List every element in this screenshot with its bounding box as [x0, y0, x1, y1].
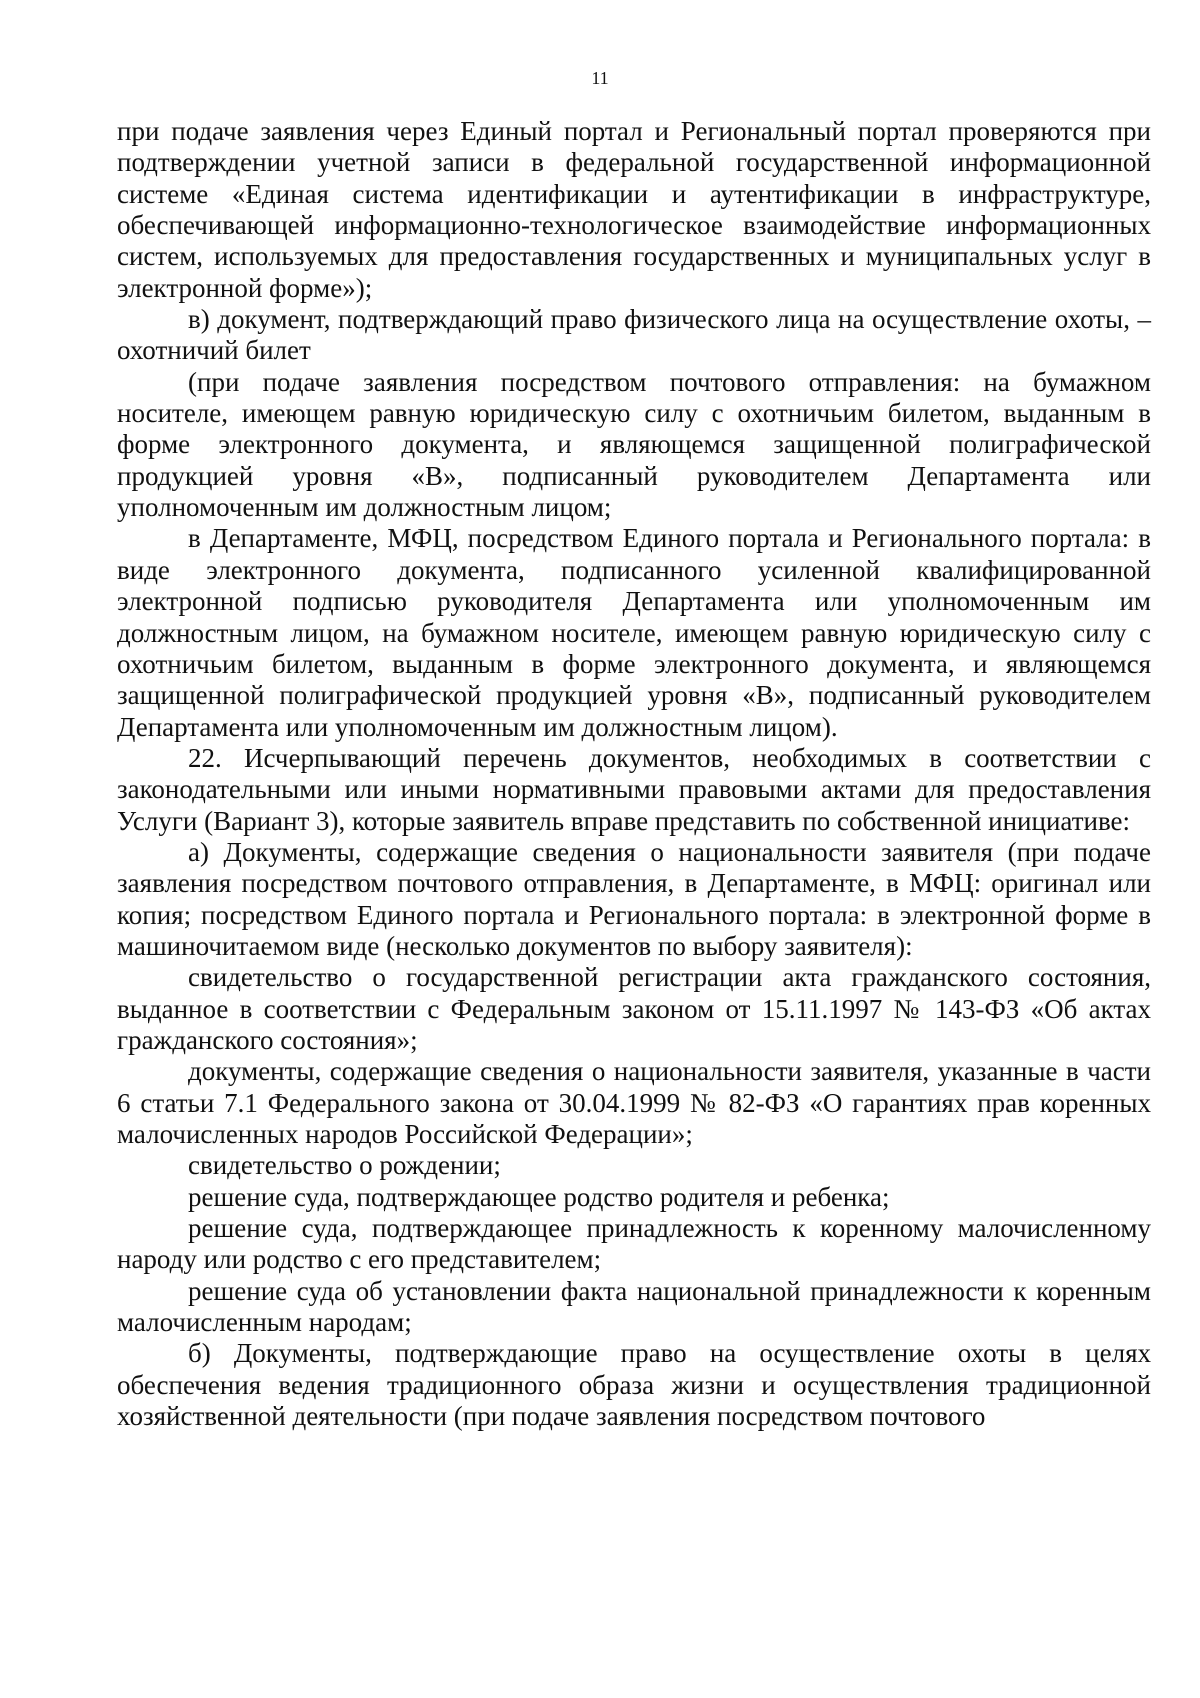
paragraph-portal-verification: при подаче заявления через Единый портал и Региональный портал проверяются при подтверждении учетной записи в федеральной государственной информационной системе «Единая система идентификации и аутентификации в инфраструктуре, обеспечивающей информационно-технологическое взаимодействие информационных систем, используемых для предоставления государственных и муниципальных услуг в электронной форме»);: [117, 116, 1151, 303]
paragraph-department-mfc-submission: в Департаменте, МФЦ, посредством Единого портала и Регионального портала: в виде электронного документа, подписанного усиленной квалифицированной электронной подписью руководителя Департамента или уполномоченным им должностным лицом, на бумажном носителе, имеющем равную юридическую силу с охотничьим билетом, выданным в форме электронного документа, и являющемся защищенной полиграфической продукцией уровня «В», подписанный руководителем Департамента или уполномоченным им должностным лицом).: [117, 523, 1151, 742]
list-item-court-decision-affiliation: решение суда, подтверждающее принадлежность к коренному малочисленному народу или родство с его представителем;: [117, 1213, 1151, 1275]
paragraph-item-22: 22. Исчерпывающий перечень документов, необходимых в соответствии с законодательными или иными нормативными правовыми актами для предоставления Услуги (Вариант 3), которые заявитель вправе представить по собственной инициативе:: [117, 742, 1151, 836]
paragraph-nationality-documents: а) Документы, содержащие сведения о национальности заявителя (при подаче заявления посредством почтового отправления, в Департаменте, в МФЦ: оригинал или копия; посредством Единого портала и Регионального портала: в электронной форме в машиночитаемом виде (несколько документов по выбору заявителя):: [117, 836, 1151, 961]
list-item-nationality-info-documents: документы, содержащие сведения о национальности заявителя, указанные в части 6 статьи 7.1 Федерального закона от 30.04.1999 № 82-ФЗ «О гарантиях прав коренных малочисленных народов Российской Федерации»;: [117, 1056, 1151, 1149]
paragraph-postal-submission: (при подаче заявления посредством почтового отправления: на бумажном носителе, имеющем равную юридическую силу с охотничьим билетом, выданным в форме электронного документа, и являющемся защищенной полиграфической продукцией уровня «В», подписанный руководителем Департамента или уполномоченным им должностным лицом;: [117, 366, 1151, 523]
page-number: 11: [591, 68, 609, 88]
paragraph-hunting-right-documents: б) Документы, подтверждающие право на осуществление охоты в целях обеспечения ведения традиционного образа жизни и осуществления традиционной хозяйственной деятельности (при подаче заявления посредством почтового: [117, 1338, 1151, 1432]
list-item-court-decision-nationality: решение суда об установлении факта национальной принадлежности к коренным малочисленным народам;: [117, 1275, 1151, 1338]
list-item-civil-status-certificate: свидетельство о государственной регистрации акта гражданского состояния, выданное в соответствии с Федеральным законом от 15.11.1997 № 143-ФЗ «Об актах гражданского состояния»;: [117, 962, 1151, 1055]
paragraph-hunting-license: в) документ, подтверждающий право физического лица на осуществление охоты, – охотничий билет: [117, 304, 1151, 366]
list-item-court-decision-kinship: решение суда, подтверждающее родство родителя и ребенка;: [188, 1181, 890, 1212]
list-item-birth-certificate: свидетельство о рождении;: [188, 1150, 501, 1181]
document-body: [117, 116, 1151, 1432]
